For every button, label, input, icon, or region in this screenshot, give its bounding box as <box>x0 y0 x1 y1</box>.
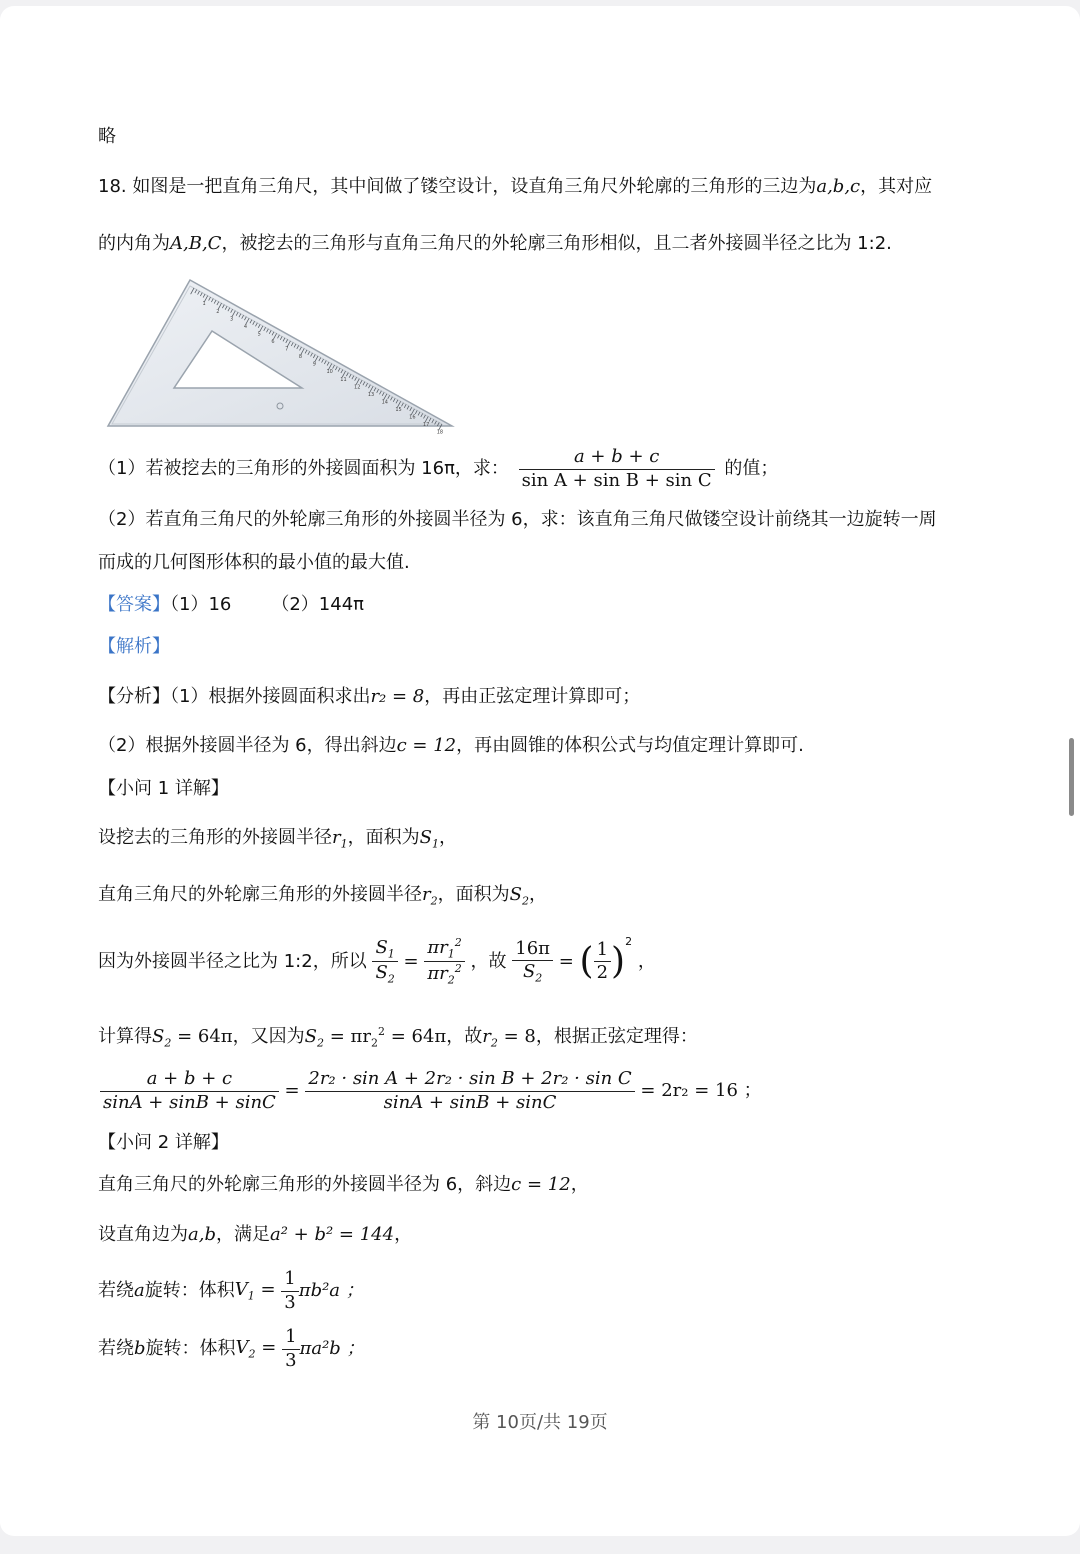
ruler-tick-label: 3 <box>230 316 234 323</box>
one-third-fraction: $\frac{1}{3}$ <box>282 1326 299 1372</box>
ruler-tick-label: 10 <box>326 369 333 376</box>
ruler-tick-label: 6 <box>271 338 275 345</box>
ruler-tick-label: 18 <box>436 429 444 436</box>
fenxi-line2: （2）根据外接圆半径为 6，得出斜边c = 12，再由圆锥的体积公式与均值定理计算即可. <box>98 735 804 756</box>
ruler-tick-label: 1 <box>202 301 206 308</box>
triangle-ruler-image <box>104 276 456 436</box>
sine-law-expansion: $\frac{\text{2r₂ · sin A + 2r₂ · sin B + 2r₂ · sin C}}{\sin A + \sin B + \sin C}$ <box>305 1068 634 1114</box>
q1-fraction: $\frac{a + b + c}{\text{sin A + sin B + sin C}}$ <box>519 446 715 492</box>
document-page <box>0 6 1080 1536</box>
ruler-tick-label: 16 <box>409 414 416 421</box>
ruler-tick-label: 13 <box>367 391 375 398</box>
triangle-ruler-figure <box>104 276 456 436</box>
sub1-line1: 设挖去的三角形的外接圆半径$r_1$，面积为$S_1$， <box>98 827 457 851</box>
answer-line: 【答案】（1）16 （2）144π <box>98 594 365 615</box>
ruler-tick-label: 17 <box>422 422 430 429</box>
ruler-tick-label: 5 <box>257 331 261 338</box>
ruler-tick-label: 2 <box>216 308 220 315</box>
omitted-marker: 略 <box>98 126 116 147</box>
scrollbar-thumb[interactable] <box>1069 738 1074 816</box>
question-2-line2: 而成的几何图形体积的最小值的最大值. <box>98 552 410 573</box>
ruler-tick-label: 4 <box>243 323 248 330</box>
sub2-line2: 设直角边为a,b，满足a² + b² = 144， <box>98 1224 413 1245</box>
sub1-line5: $\frac{a + b + c}{\sin A + \sin B + \sin C}$ = $\frac{\text{2r₂ · sin A + 2r₂ · sin B + 2r₂ · sin C}}{\sin A + \sin B + \sin C}$ = 2r₂ = 16 ； <box>100 1068 762 1114</box>
page-footer: 第 10页/共 19页 <box>472 1412 608 1433</box>
sixteen-pi-over-s2: $\frac{16\pi}{S_2}$ <box>512 938 553 986</box>
pi-r-ratio: $\frac{\pi r_1^2}{\pi r_2^2}$ <box>424 936 464 988</box>
ruler-tick-label: 7 <box>285 346 289 353</box>
ruler-tick-label: 12 <box>354 384 361 391</box>
question-1: （1）若被挖去的三角形的外接圆面积为 16π，求： $\frac{a + b + c}{\text{sin A + sin B + sin C}}$ 的值； <box>98 446 779 491</box>
ruler-tick-label: 15 <box>395 406 402 413</box>
problem-statement-line1: 18. 如图是一把直角三角尺，其中间做了镂空设计，设直角三角尺外轮廓的三角形的三边为a,b,c，其对应 <box>98 176 933 197</box>
sub2-line1: 直角三角尺的外轮廓三角形的外接圆半径为 6，斜边c = 12， <box>98 1174 589 1195</box>
fenxi-line1: 【分析】（1）根据外接圆面积求出r₂ = 8，再由正弦定理计算即可； <box>98 686 641 707</box>
s1-over-s2: $\frac{S_1}{S_2}$ <box>372 937 397 987</box>
sub1-line4: 计算得$S_2 = 64\pi$，又因为$S_2 = \pi r_2^2 = 64\pi$，故$r_2 = 8$，根据正弦定理得： <box>98 1025 698 1050</box>
sub1-line3: 因为外接圆半径之比为 1:2，所以 $\frac{S_1}{S_2}$ = $\frac{\pi r_1^2}{\pi r_2^2}$ ，故 $\frac{16\pi}{S_2}$ = ( $\frac{1}{2}$ )$^2$ ， <box>98 935 656 987</box>
sub2-line3: 若绕a旋转：体积$V_1$ = $\frac{1}{3}$ πb²a ； <box>98 1268 364 1313</box>
sub2-line4: 若绕b旋转：体积$V_2$ = $\frac{1}{3}$ πa²b ； <box>98 1326 365 1371</box>
one-half: $\frac{1}{2}$ <box>594 939 611 985</box>
sum-over-sines: $\frac{a + b + c}{\sin A + \sin B + \sin C}$ <box>100 1068 279 1114</box>
question-2-line1: （2）若直角三角尺的外轮廓三角形的外接圆半径为 6，求：该直角三角尺做镂空设计前绕其一边旋转一周 <box>98 509 937 530</box>
ruler-tick-label: 11 <box>340 376 347 383</box>
ruler-tick-label: 8 <box>298 354 303 361</box>
answer-tag: 【答案】 <box>98 594 170 615</box>
ruler-tick-label: 9 <box>312 361 316 368</box>
problem-statement-line2: 的内角为A,B,C，被挖去的三角形与直角三角尺的外轮廓三角形相似，且二者外接圆半径之比为 1:2. <box>98 233 892 254</box>
sub2-title: 【小问 2 详解】 <box>98 1132 229 1153</box>
sub1-title: 【小问 1 详解】 <box>98 778 229 799</box>
one-third-fraction: $\frac{1}{3}$ <box>281 1268 298 1314</box>
sub1-line2: 直角三角尺的外轮廓三角形的外接圆半径$r_2$，面积为$S_2$， <box>98 884 547 908</box>
analysis-tag: 【解析】 <box>98 636 170 657</box>
ruler-tick-label: 14 <box>381 399 388 406</box>
